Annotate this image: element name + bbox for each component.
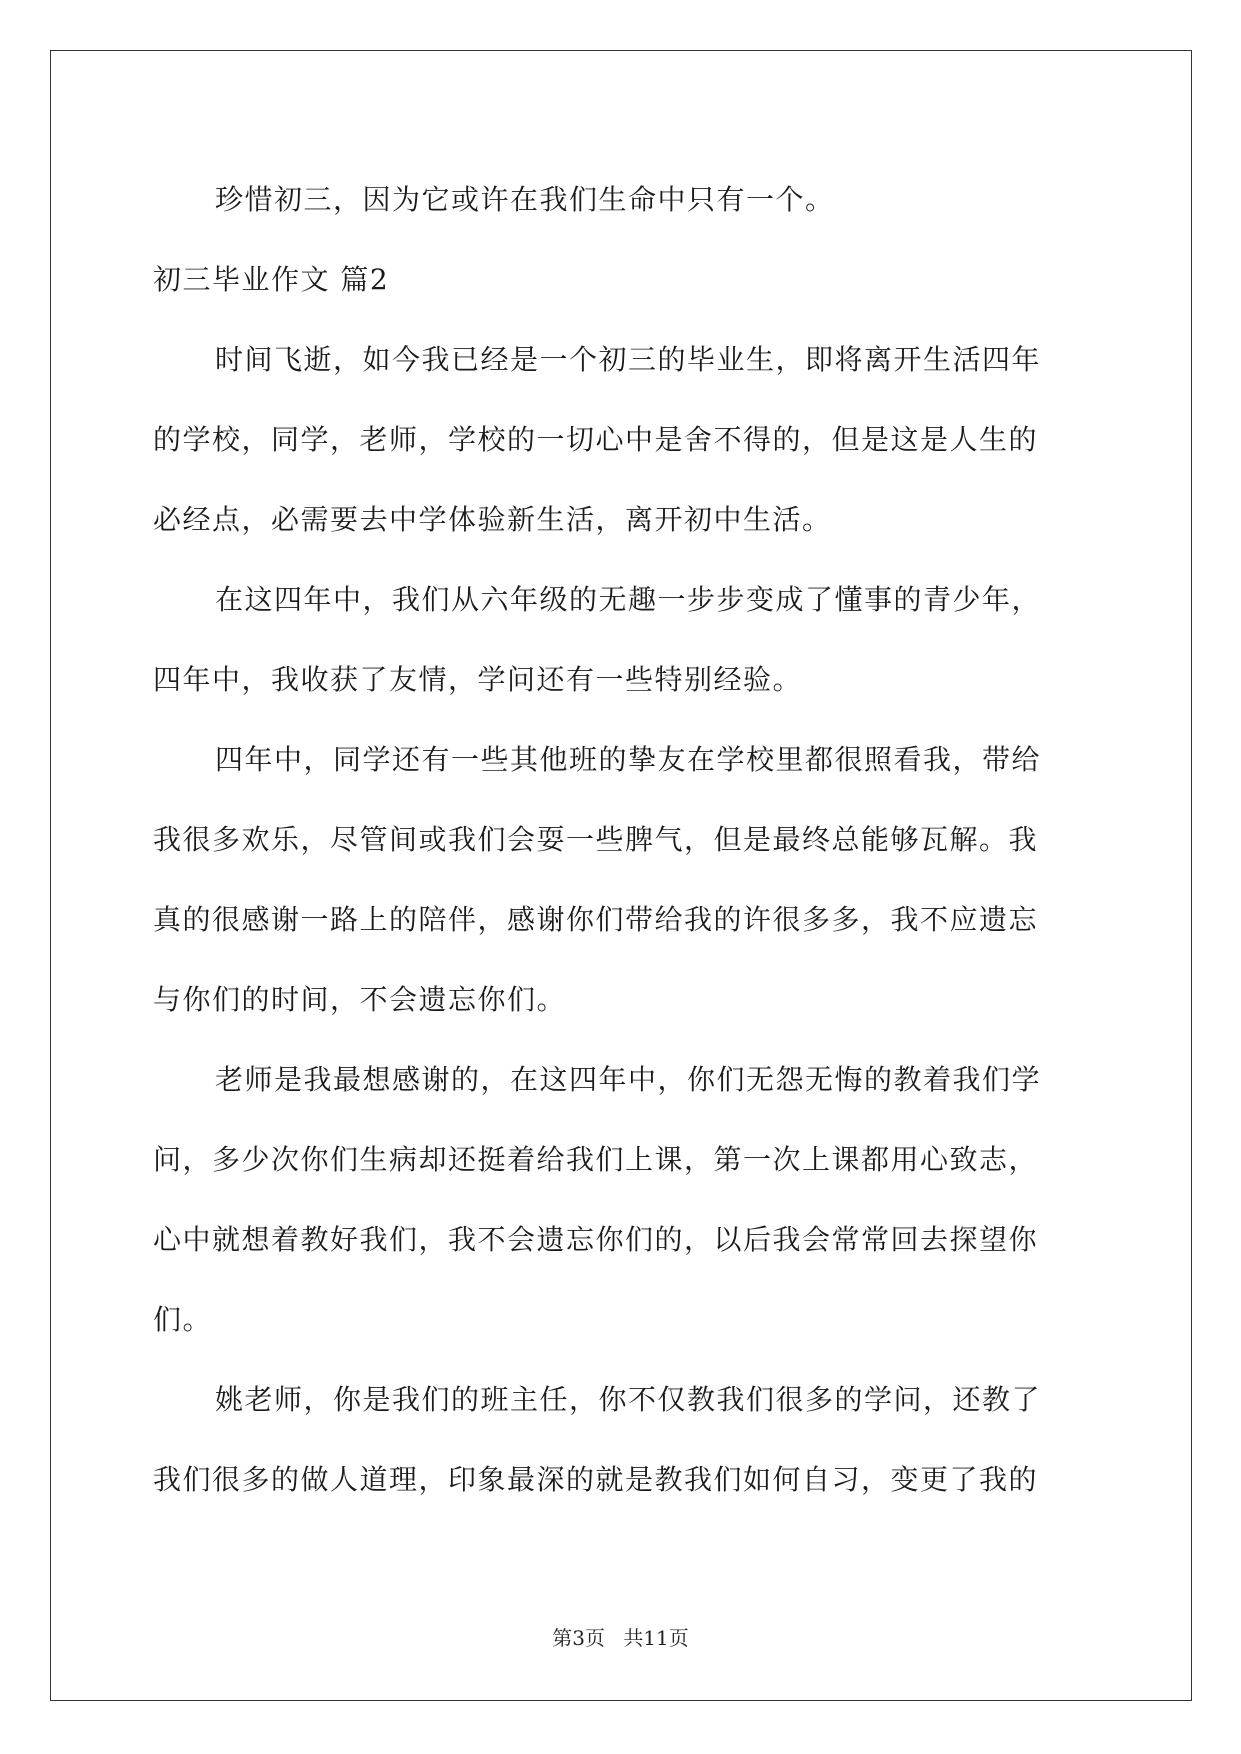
paragraph-line: 我很多欢乐，尽管间或我们会耍一些脾气，但是最终总能够瓦解。我 <box>153 823 1039 856</box>
paragraph-line: 必经点，必需要去中学体验新生活，离开初中生活。 <box>153 503 832 536</box>
paragraph-line: 时间飞逝，如今我已经是一个初三的毕业生，即将离开生活四年 <box>215 343 1042 376</box>
paragraph-line: 老师是我最想感谢的，在这四年中，你们无怨无悔的教着我们学 <box>215 1063 1042 1096</box>
page-footer <box>0 1622 1241 1651</box>
paragraph-line: 姚老师，你是我们的班主任，你不仅教我们很多的学问，还教了 <box>215 1383 1042 1416</box>
paragraph-line: 在这四年中，我们从六年级的无趣一步步变成了懂事的青少年， <box>215 583 1042 616</box>
paragraph-line: 心中就想着教好我们，我不会遗忘你们的，以后我会常常回去探望你 <box>153 1223 1039 1256</box>
paragraph-line: 真的很感谢一路上的陪伴，感谢你们带给我的许很多多，我不应遗忘 <box>153 903 1039 936</box>
paragraph-line: 问，多少次你们生病却还挺着给我们上课，第一次上课都用心致志， <box>153 1143 1039 1176</box>
page-number: 第3页 <box>552 1626 605 1650</box>
paragraph-line: 珍惜初三，因为它或许在我们生命中只有一个。 <box>215 183 835 216</box>
section-heading: 初三毕业作文 篇2 <box>153 263 390 296</box>
document-body <box>153 160 1093 1520</box>
page-total: 共11页 <box>623 1626 689 1650</box>
paragraph-line: 的学校，同学，老师，学校的一切心中是舍不得的，但是这是人生的 <box>153 423 1039 456</box>
paragraph-line: 四年中，同学还有一些其他班的挚友在学校里都很照看我，带给 <box>215 743 1042 776</box>
paragraph-line: 四年中，我收获了友情，学问还有一些特别经验。 <box>153 663 803 696</box>
paragraph-line: 我们很多的做人道理，印象最深的就是教我们如何自习，变更了我的 <box>153 1463 1039 1496</box>
paragraph-line: 们。 <box>153 1303 213 1336</box>
paragraph-line: 与你们的时间，不会遗忘你们。 <box>153 983 567 1016</box>
